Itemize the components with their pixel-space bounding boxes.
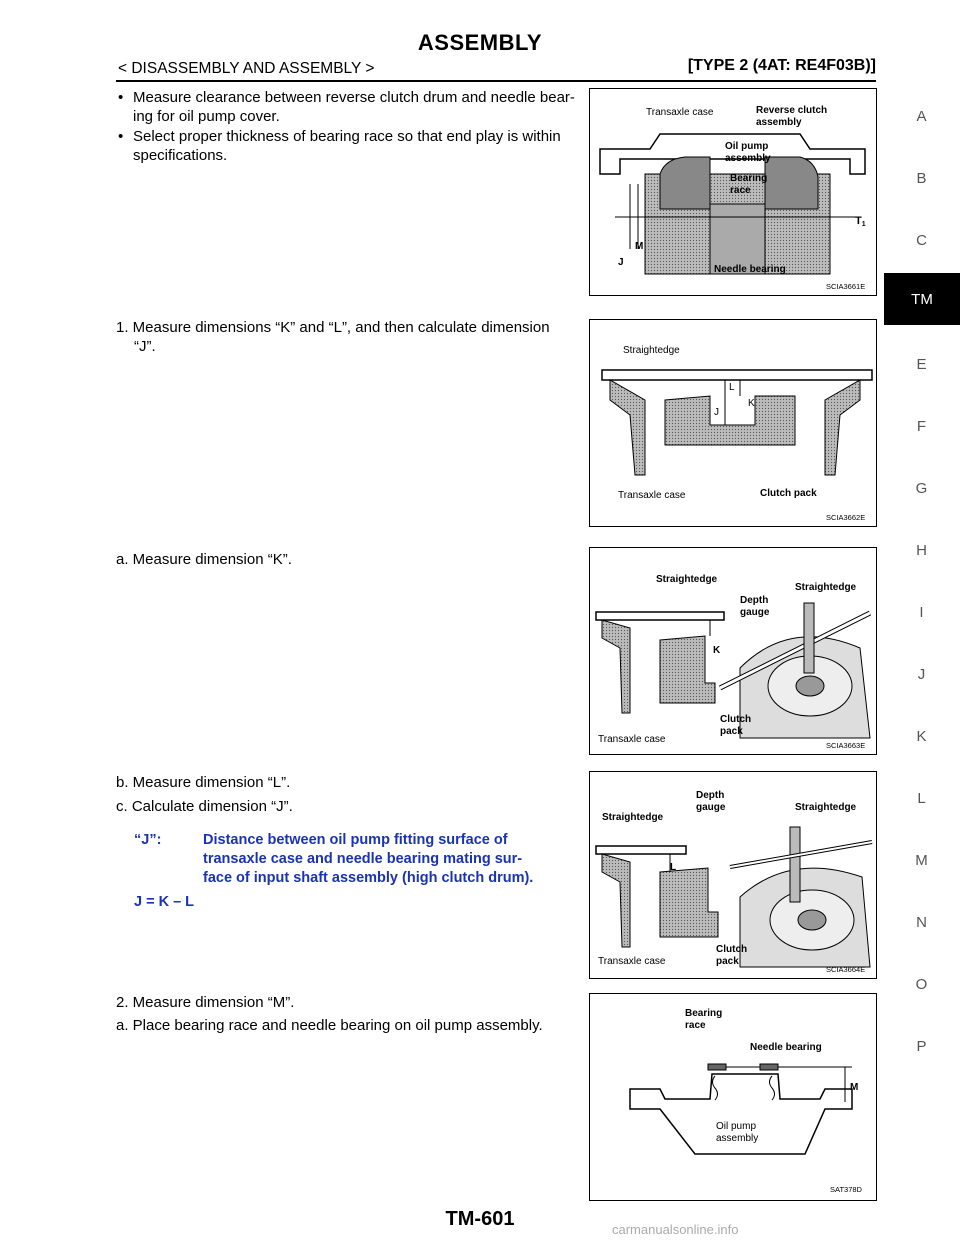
- label-l: L: [670, 862, 677, 873]
- spec-formula: J = K – L: [134, 894, 195, 910]
- label-oil-pump-2: assembly: [725, 153, 771, 164]
- label-k: K: [748, 398, 755, 409]
- label-straightedge-right: Straightedge: [795, 802, 857, 813]
- figure-code: SAT378D: [830, 1185, 862, 1194]
- label-clutch-2: pack: [716, 956, 739, 967]
- label-reverse-clutch-2: assembly: [756, 117, 802, 128]
- figure-code: SCIA3663E: [826, 741, 866, 750]
- label-straightedge: Straightedge: [656, 574, 718, 585]
- label-depth-2: gauge: [696, 802, 726, 813]
- label-oil-pump-2: assembly: [716, 1133, 759, 1144]
- sidebar-item-h[interactable]: H: [916, 542, 927, 559]
- section-label: < DISASSEMBLY AND ASSEMBLY >: [118, 60, 375, 77]
- sidebar-item-i[interactable]: I: [919, 604, 924, 621]
- label-clutch-1: Clutch: [716, 944, 748, 955]
- label-oil-pump-1: Oil pump: [716, 1121, 757, 1132]
- label-depth-1: Depth: [696, 790, 725, 801]
- label-transaxle-case: Transaxle case: [646, 107, 714, 118]
- bullet-2-line-1: Select proper thickness of bearing race so that end play is within: [133, 128, 561, 145]
- sidebar-item-b[interactable]: B: [916, 170, 927, 187]
- label-bearing-1: Bearing: [685, 1008, 723, 1019]
- label-oil-pump-1: Oil pump: [725, 141, 769, 152]
- page-number: TM-601: [445, 1208, 515, 1230]
- spec-label: “J”:: [134, 832, 162, 848]
- figure-code: SCIA3662E: [826, 513, 866, 522]
- spec-line-3: face of input shaft assembly (high clutch drum).: [203, 870, 534, 886]
- step-1-line-2: “J”.: [134, 338, 156, 355]
- sidebar-item-a[interactable]: A: [916, 108, 927, 125]
- step-1-line-1: 1. Measure dimensions “K” and “L”, and then calculate dimension: [116, 319, 550, 336]
- label-k: K: [713, 645, 721, 656]
- bullet-1-line-1: Measure clearance between reverse clutch drum and needle bear-: [133, 89, 575, 106]
- label-needle-bearing: Needle bearing: [714, 264, 786, 275]
- sidebar-item-tm[interactable]: TM: [884, 273, 960, 325]
- sidebar-item-c[interactable]: C: [916, 232, 927, 249]
- bullet-icon: •: [118, 128, 124, 145]
- label-clutch-1: Clutch: [720, 714, 752, 725]
- figure-measure-l-drawing: [590, 772, 876, 978]
- label-bearing-2: race: [730, 185, 751, 196]
- sidebar-item-j[interactable]: J: [917, 666, 926, 683]
- sidebar-item-p[interactable]: P: [916, 1038, 927, 1055]
- bullet-1-line-2: ing for oil pump cover.: [133, 108, 280, 125]
- label-m: M: [850, 1082, 859, 1093]
- page-title: ASSEMBLY: [417, 30, 543, 55]
- label-straightedge: Straightedge: [602, 812, 664, 823]
- spec-line-1: Distance between oil pump fitting surface of: [203, 832, 508, 848]
- label-clutch-2: pack: [720, 726, 743, 737]
- label-depth-1: Depth: [740, 595, 769, 606]
- label-depth-2: gauge: [740, 607, 770, 618]
- label-transaxle-case: Transaxle case: [618, 490, 686, 501]
- label-j: J: [714, 407, 719, 418]
- label-t1: T1: [855, 215, 866, 228]
- step-2a: a. Place bearing race and needle bearing on oil pump assembly.: [116, 1017, 543, 1034]
- label-straightedge-right: Straightedge: [795, 582, 857, 593]
- label-j: J: [618, 257, 624, 268]
- label-l: L: [729, 382, 735, 393]
- label-transaxle-case: Transaxle case: [598, 956, 666, 967]
- sidebar-item-m[interactable]: M: [915, 852, 928, 869]
- label-bearing-2: race: [685, 1020, 706, 1031]
- label-needle-bearing: Needle bearing: [750, 1042, 822, 1053]
- sidebar-item-k[interactable]: K: [916, 728, 927, 745]
- label-reverse-clutch-1: Reverse clutch: [756, 105, 828, 116]
- label-bearing-1: Bearing: [730, 173, 768, 184]
- label-transaxle-case: Transaxle case: [598, 734, 666, 745]
- figure-measure-m: [589, 993, 877, 1201]
- figure-dimension-jkl-drawing: [590, 320, 876, 526]
- sidebar-item-e[interactable]: E: [916, 356, 927, 373]
- step-b: b. Measure dimension “L”.: [116, 774, 291, 791]
- figure-measure-k: [589, 547, 877, 755]
- header-rule: [116, 80, 876, 82]
- figure-code: SCIA3661E: [826, 282, 866, 291]
- step-c: c. Calculate dimension “J”.: [116, 798, 293, 815]
- step-a: a. Measure dimension “K”.: [116, 551, 292, 568]
- spec-line-2: transaxle case and needle bearing mating sur-: [203, 851, 523, 867]
- figure-measure-l: [589, 771, 877, 979]
- figure-code: SCIA3664E: [826, 965, 866, 974]
- figure-pump-clearance-drawing: [590, 89, 876, 295]
- sidebar-item-g[interactable]: G: [915, 480, 928, 497]
- label-m: M: [635, 241, 644, 252]
- sidebar-item-f[interactable]: F: [916, 418, 927, 435]
- watermark: carmanualsonline.info: [612, 1222, 739, 1237]
- sidebar-item-l[interactable]: L: [917, 790, 926, 807]
- sidebar-item-n[interactable]: N: [916, 914, 927, 931]
- figure-measure-m-drawing: [590, 994, 876, 1200]
- bullet-2-line-2: specifications.: [133, 147, 228, 164]
- label-clutch-pack: Clutch pack: [760, 488, 817, 499]
- step-2: 2. Measure dimension “M”.: [116, 994, 295, 1011]
- type-label: [TYPE 2 (4AT: RE4F03B)]: [687, 57, 876, 74]
- figure-pump-clearance: [589, 88, 877, 296]
- sidebar-item-o[interactable]: O: [915, 976, 928, 993]
- bullet-icon: •: [118, 89, 124, 106]
- figure-measure-k-drawing: [590, 548, 876, 754]
- figure-dimension-jkl: [589, 319, 877, 527]
- label-straightedge: Straightedge: [623, 345, 680, 356]
